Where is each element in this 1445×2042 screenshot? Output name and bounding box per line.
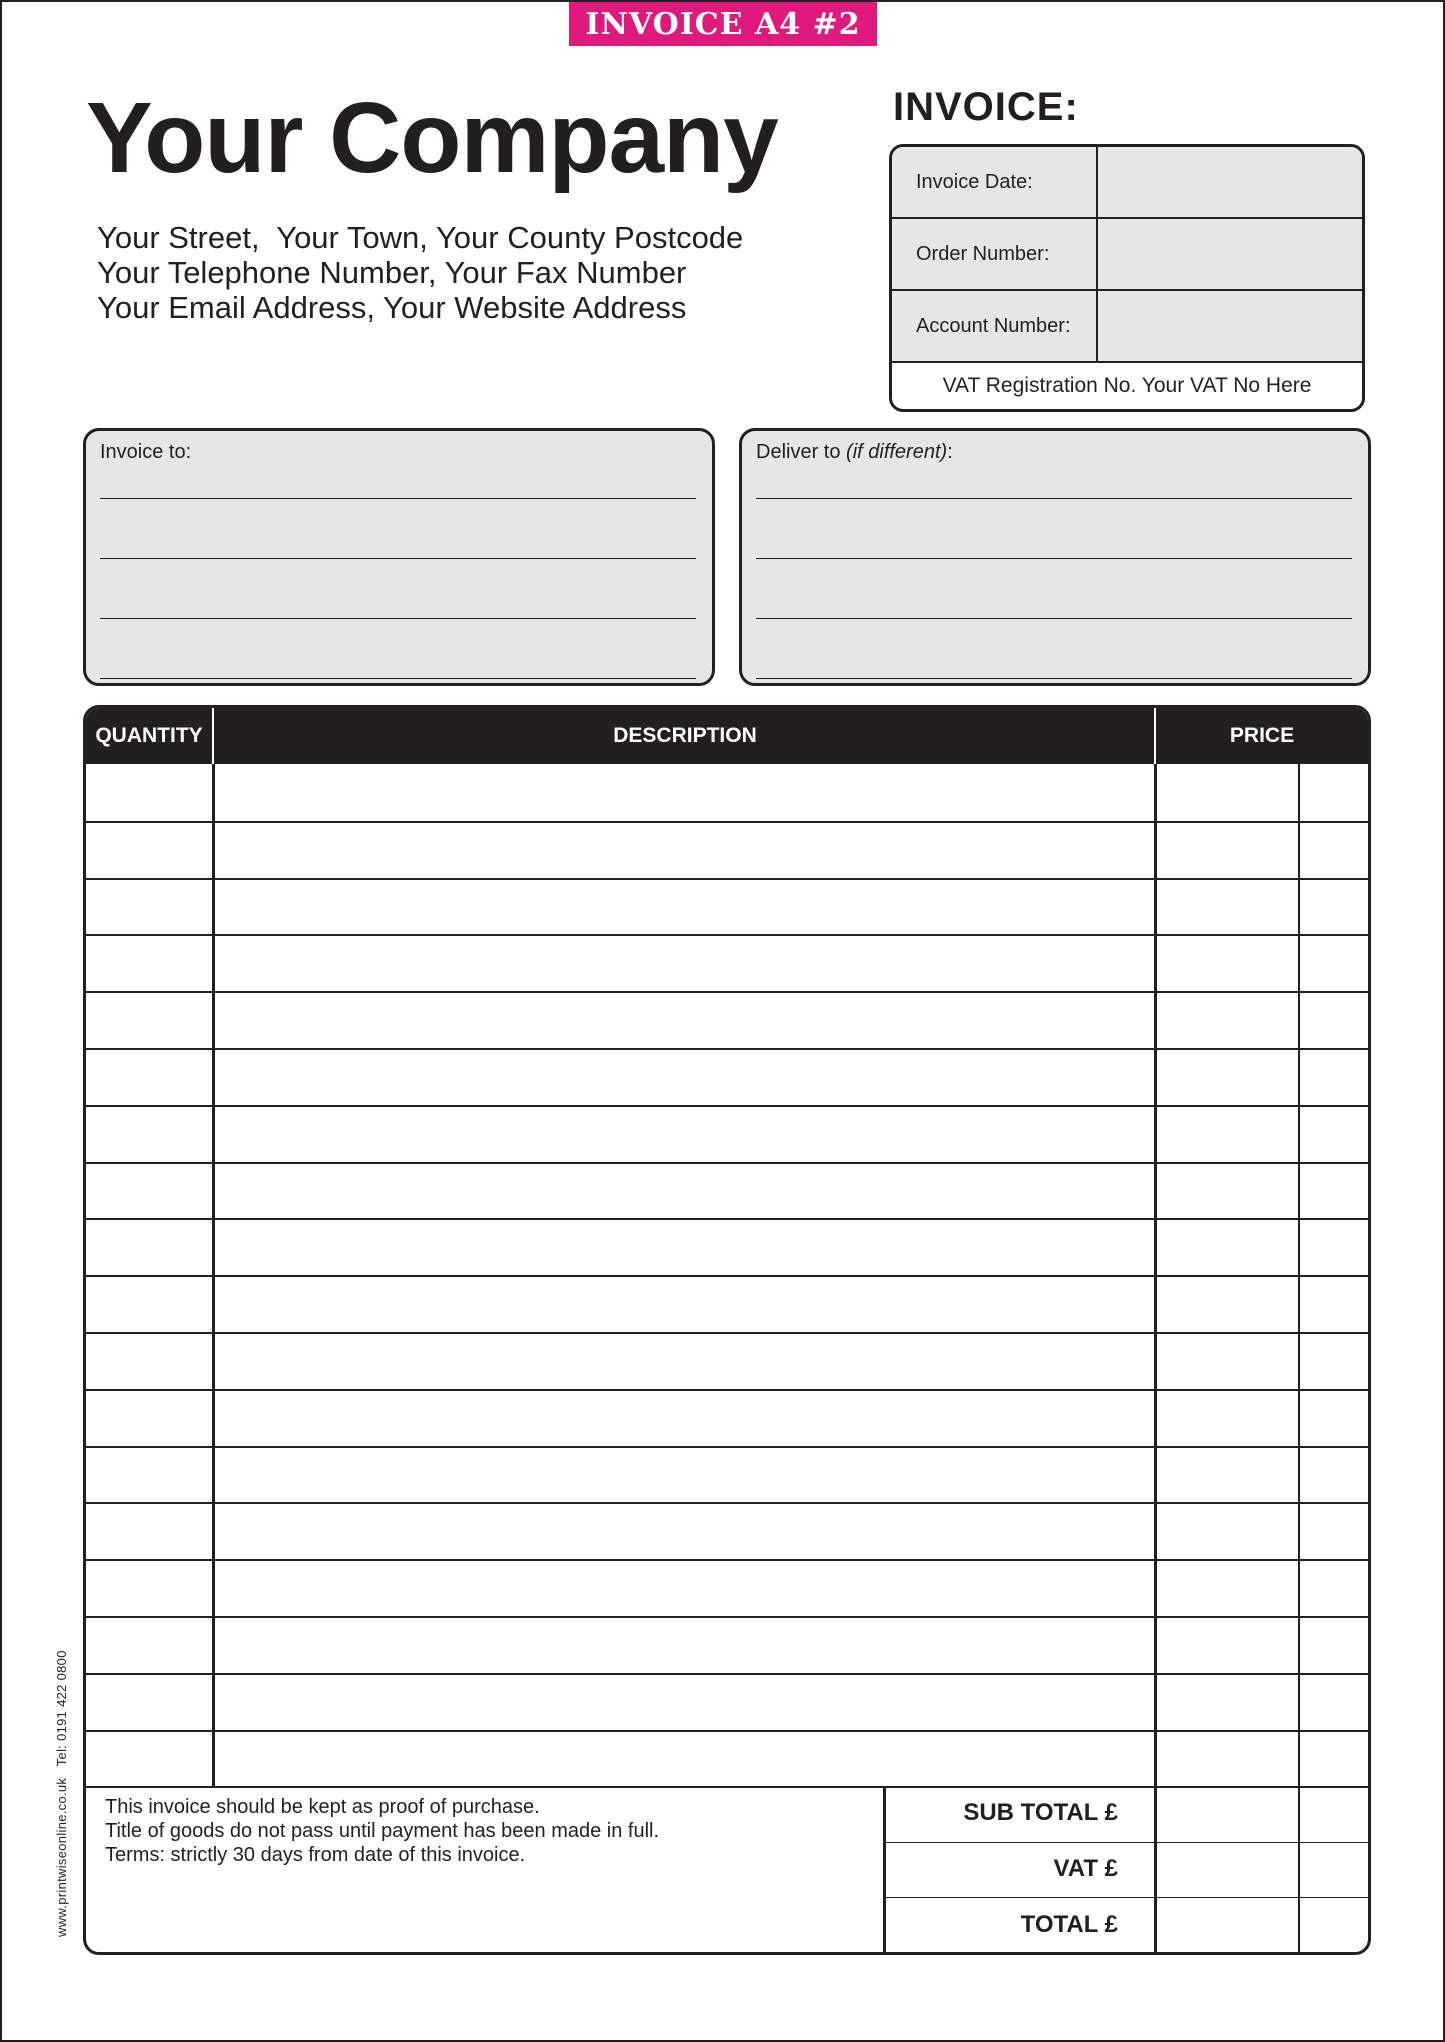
- row-divider: [86, 1446, 1368, 1448]
- description-cell[interactable]: [214, 1616, 1154, 1673]
- price-pounds-cell[interactable]: [1156, 1162, 1298, 1219]
- price-pence-cell[interactable]: [1300, 1559, 1368, 1616]
- printer-contact-text: www.printwiseonline.co.uk Tel: 0191 422 0800: [54, 1650, 69, 1937]
- column-rule: [1298, 764, 1300, 1952]
- row-divider: [86, 1332, 1368, 1334]
- row-divider: [86, 878, 1368, 880]
- subtotal-label: SUB TOTAL £: [963, 1799, 1118, 1826]
- column-header-quantity: QUANTITY: [95, 724, 203, 747]
- quantity-cell[interactable]: [86, 878, 212, 935]
- description-cell[interactable]: [214, 1105, 1154, 1162]
- terms-line: Terms: strictly 30 days from date of this invoice.: [105, 1844, 526, 1866]
- vat-registration: VAT Registration No. Your VAT No Here: [942, 374, 1312, 397]
- account-number-field[interactable]: [1098, 291, 1362, 361]
- invoice-to-line[interactable]: [100, 618, 696, 619]
- deliver-to-note: (if different): [846, 441, 948, 463]
- address-line-phone: Your Telephone Number, Your Fax Number: [97, 255, 687, 290]
- column-rule: [1154, 764, 1157, 1952]
- description-cell[interactable]: [214, 764, 1154, 821]
- table-header: [86, 708, 1368, 764]
- terms-text: [105, 1795, 659, 1867]
- price-pence-cell[interactable]: [1300, 1389, 1368, 1446]
- description-cell[interactable]: [214, 1048, 1154, 1105]
- description-cell[interactable]: [214, 1275, 1154, 1332]
- quantity-cell[interactable]: [86, 764, 212, 821]
- quantity-cell[interactable]: [86, 1673, 212, 1730]
- deliver-to-line[interactable]: [756, 498, 1352, 499]
- invoice-date-field[interactable]: [1098, 147, 1362, 217]
- quantity-cell[interactable]: [86, 1446, 212, 1503]
- quantity-cell[interactable]: [86, 1048, 212, 1105]
- price-pounds-cell[interactable]: [1156, 1502, 1298, 1559]
- quantity-cell[interactable]: [86, 1332, 212, 1389]
- company-address: [97, 220, 743, 325]
- price-pounds-cell[interactable]: [1156, 1105, 1298, 1162]
- terms-line: Title of goods do not pass until payment has been made in full.: [105, 1820, 660, 1842]
- column-rule: [212, 764, 215, 1786]
- price-pence-cell[interactable]: [1300, 878, 1368, 935]
- deliver-to-line[interactable]: [756, 618, 1352, 619]
- invoice-to-line[interactable]: [100, 678, 696, 679]
- terms-line: This invoice should be kept as proof of purchase.: [105, 1796, 540, 1818]
- description-cell[interactable]: [214, 1332, 1154, 1389]
- description-cell[interactable]: [214, 1559, 1154, 1616]
- description-cell[interactable]: [214, 1218, 1154, 1275]
- grand-total-label: TOTAL £: [1020, 1911, 1118, 1938]
- price-pounds-cell[interactable]: [1156, 1446, 1298, 1503]
- invoice-to-line[interactable]: [100, 558, 696, 559]
- row-divider: [86, 1616, 1368, 1618]
- invoice-to-box[interactable]: [83, 428, 715, 686]
- deliver-to-line[interactable]: [756, 558, 1352, 559]
- quantity-cell[interactable]: [86, 1616, 212, 1673]
- order-number-field[interactable]: [1098, 219, 1362, 289]
- account-number-row: [892, 291, 1362, 363]
- quantity-cell[interactable]: [86, 1218, 212, 1275]
- description-cell[interactable]: [214, 1730, 1154, 1787]
- total-amount-cell[interactable]: [1156, 1842, 1368, 1897]
- column-header-description: DESCRIPTION: [613, 724, 757, 747]
- row-divider: [86, 1275, 1368, 1277]
- row-divider: [86, 1502, 1368, 1504]
- description-cell[interactable]: [214, 1673, 1154, 1730]
- price-pounds-cell[interactable]: [1156, 1730, 1298, 1787]
- price-pence-cell[interactable]: [1300, 1275, 1368, 1332]
- description-cell[interactable]: [214, 991, 1154, 1048]
- price-pence-cell[interactable]: [1300, 764, 1368, 821]
- description-cell[interactable]: [214, 1502, 1154, 1559]
- vat-total-label: VAT £: [1053, 1855, 1118, 1882]
- invoice-to-label: Invoice to:: [100, 441, 192, 463]
- price-pounds-cell[interactable]: [1156, 1332, 1298, 1389]
- description-cell[interactable]: [214, 1162, 1154, 1219]
- price-pounds-cell[interactable]: [1156, 1673, 1298, 1730]
- quantity-cell[interactable]: [86, 1389, 212, 1446]
- account-number-label: Account Number:: [892, 291, 1098, 361]
- row-divider: [86, 1162, 1368, 1164]
- description-cell[interactable]: [214, 821, 1154, 878]
- invoice-to-line[interactable]: [100, 498, 696, 499]
- deliver-to-box[interactable]: [739, 428, 1371, 686]
- address-line-street: Your Street, Your Town, Your County Postcode: [97, 220, 744, 255]
- deliver-to-text: Deliver to: [756, 441, 847, 463]
- deliver-to-colon: :: [947, 441, 953, 463]
- price-pence-cell[interactable]: [1300, 1105, 1368, 1162]
- invoice-date-label: Invoice Date:: [892, 147, 1098, 217]
- price-pounds-cell[interactable]: [1156, 1275, 1298, 1332]
- quantity-cell[interactable]: [86, 1502, 212, 1559]
- price-pounds-cell[interactable]: [1156, 1218, 1298, 1275]
- price-pence-cell[interactable]: [1300, 1502, 1368, 1559]
- quantity-cell[interactable]: [86, 1105, 212, 1162]
- invoice-date-row: [892, 147, 1362, 219]
- description-cell[interactable]: [214, 878, 1154, 935]
- price-pounds-cell[interactable]: [1156, 764, 1298, 821]
- quantity-cell[interactable]: [86, 1730, 212, 1787]
- invoice-title: INVOICE:: [893, 85, 1079, 129]
- price-pounds-cell[interactable]: [1156, 1559, 1298, 1616]
- price-pence-cell[interactable]: [1300, 821, 1368, 878]
- address-line-email: Your Email Address, Your Website Address: [97, 290, 687, 325]
- price-pounds-cell[interactable]: [1156, 821, 1298, 878]
- row-divider: [86, 1048, 1368, 1050]
- price-pounds-cell[interactable]: [1156, 1048, 1298, 1105]
- quantity-cell[interactable]: [86, 821, 212, 878]
- company-name: Your Company: [86, 82, 778, 194]
- row-divider: [86, 821, 1368, 823]
- description-cell[interactable]: [214, 1446, 1154, 1503]
- quantity-cell[interactable]: [86, 1559, 212, 1616]
- quantity-cell[interactable]: [86, 1162, 212, 1219]
- form-tag-badge: INVOICE A4 #2: [569, 2, 877, 46]
- items-table: [83, 705, 1371, 1955]
- price-pence-cell[interactable]: [1300, 1332, 1368, 1389]
- total-amount-cell[interactable]: [1156, 1786, 1368, 1841]
- price-pence-cell[interactable]: [1300, 991, 1368, 1048]
- price-pounds-cell[interactable]: [1156, 1616, 1298, 1673]
- price-pounds-cell[interactable]: [1156, 991, 1298, 1048]
- quantity-cell[interactable]: [86, 1275, 212, 1332]
- price-pence-cell[interactable]: [1300, 1446, 1368, 1503]
- row-divider: [86, 1559, 1368, 1561]
- total-amount-cell[interactable]: [1156, 1897, 1368, 1952]
- deliver-to-line[interactable]: [756, 678, 1352, 679]
- price-pence-cell[interactable]: [1300, 1162, 1368, 1219]
- row-divider: [86, 934, 1368, 936]
- description-cell[interactable]: [214, 934, 1154, 991]
- order-number-row: [892, 219, 1362, 291]
- price-pounds-cell[interactable]: [1156, 934, 1298, 991]
- price-pence-cell[interactable]: [1300, 934, 1368, 991]
- deliver-to-label: [756, 441, 953, 464]
- order-number-label: Order Number:: [892, 219, 1098, 289]
- row-divider: [86, 1730, 1368, 1732]
- invoice-details-box: [889, 144, 1365, 412]
- row-divider: [86, 1389, 1368, 1391]
- price-pence-cell[interactable]: [1300, 1730, 1368, 1787]
- row-divider: [86, 1673, 1368, 1675]
- description-cell[interactable]: [214, 1389, 1154, 1446]
- price-pence-cell[interactable]: [1300, 1048, 1368, 1105]
- row-divider: [86, 1218, 1368, 1220]
- row-divider: [86, 991, 1368, 993]
- quantity-cell[interactable]: [86, 991, 212, 1048]
- quantity-cell[interactable]: [86, 934, 212, 991]
- price-pence-cell[interactable]: [1300, 1673, 1368, 1730]
- price-pence-cell[interactable]: [1300, 1218, 1368, 1275]
- column-header-price: PRICE: [1229, 724, 1295, 747]
- row-divider: [86, 1105, 1368, 1107]
- price-pence-cell[interactable]: [1300, 1616, 1368, 1673]
- price-pounds-cell[interactable]: [1156, 1389, 1298, 1446]
- price-pounds-cell[interactable]: [1156, 878, 1298, 935]
